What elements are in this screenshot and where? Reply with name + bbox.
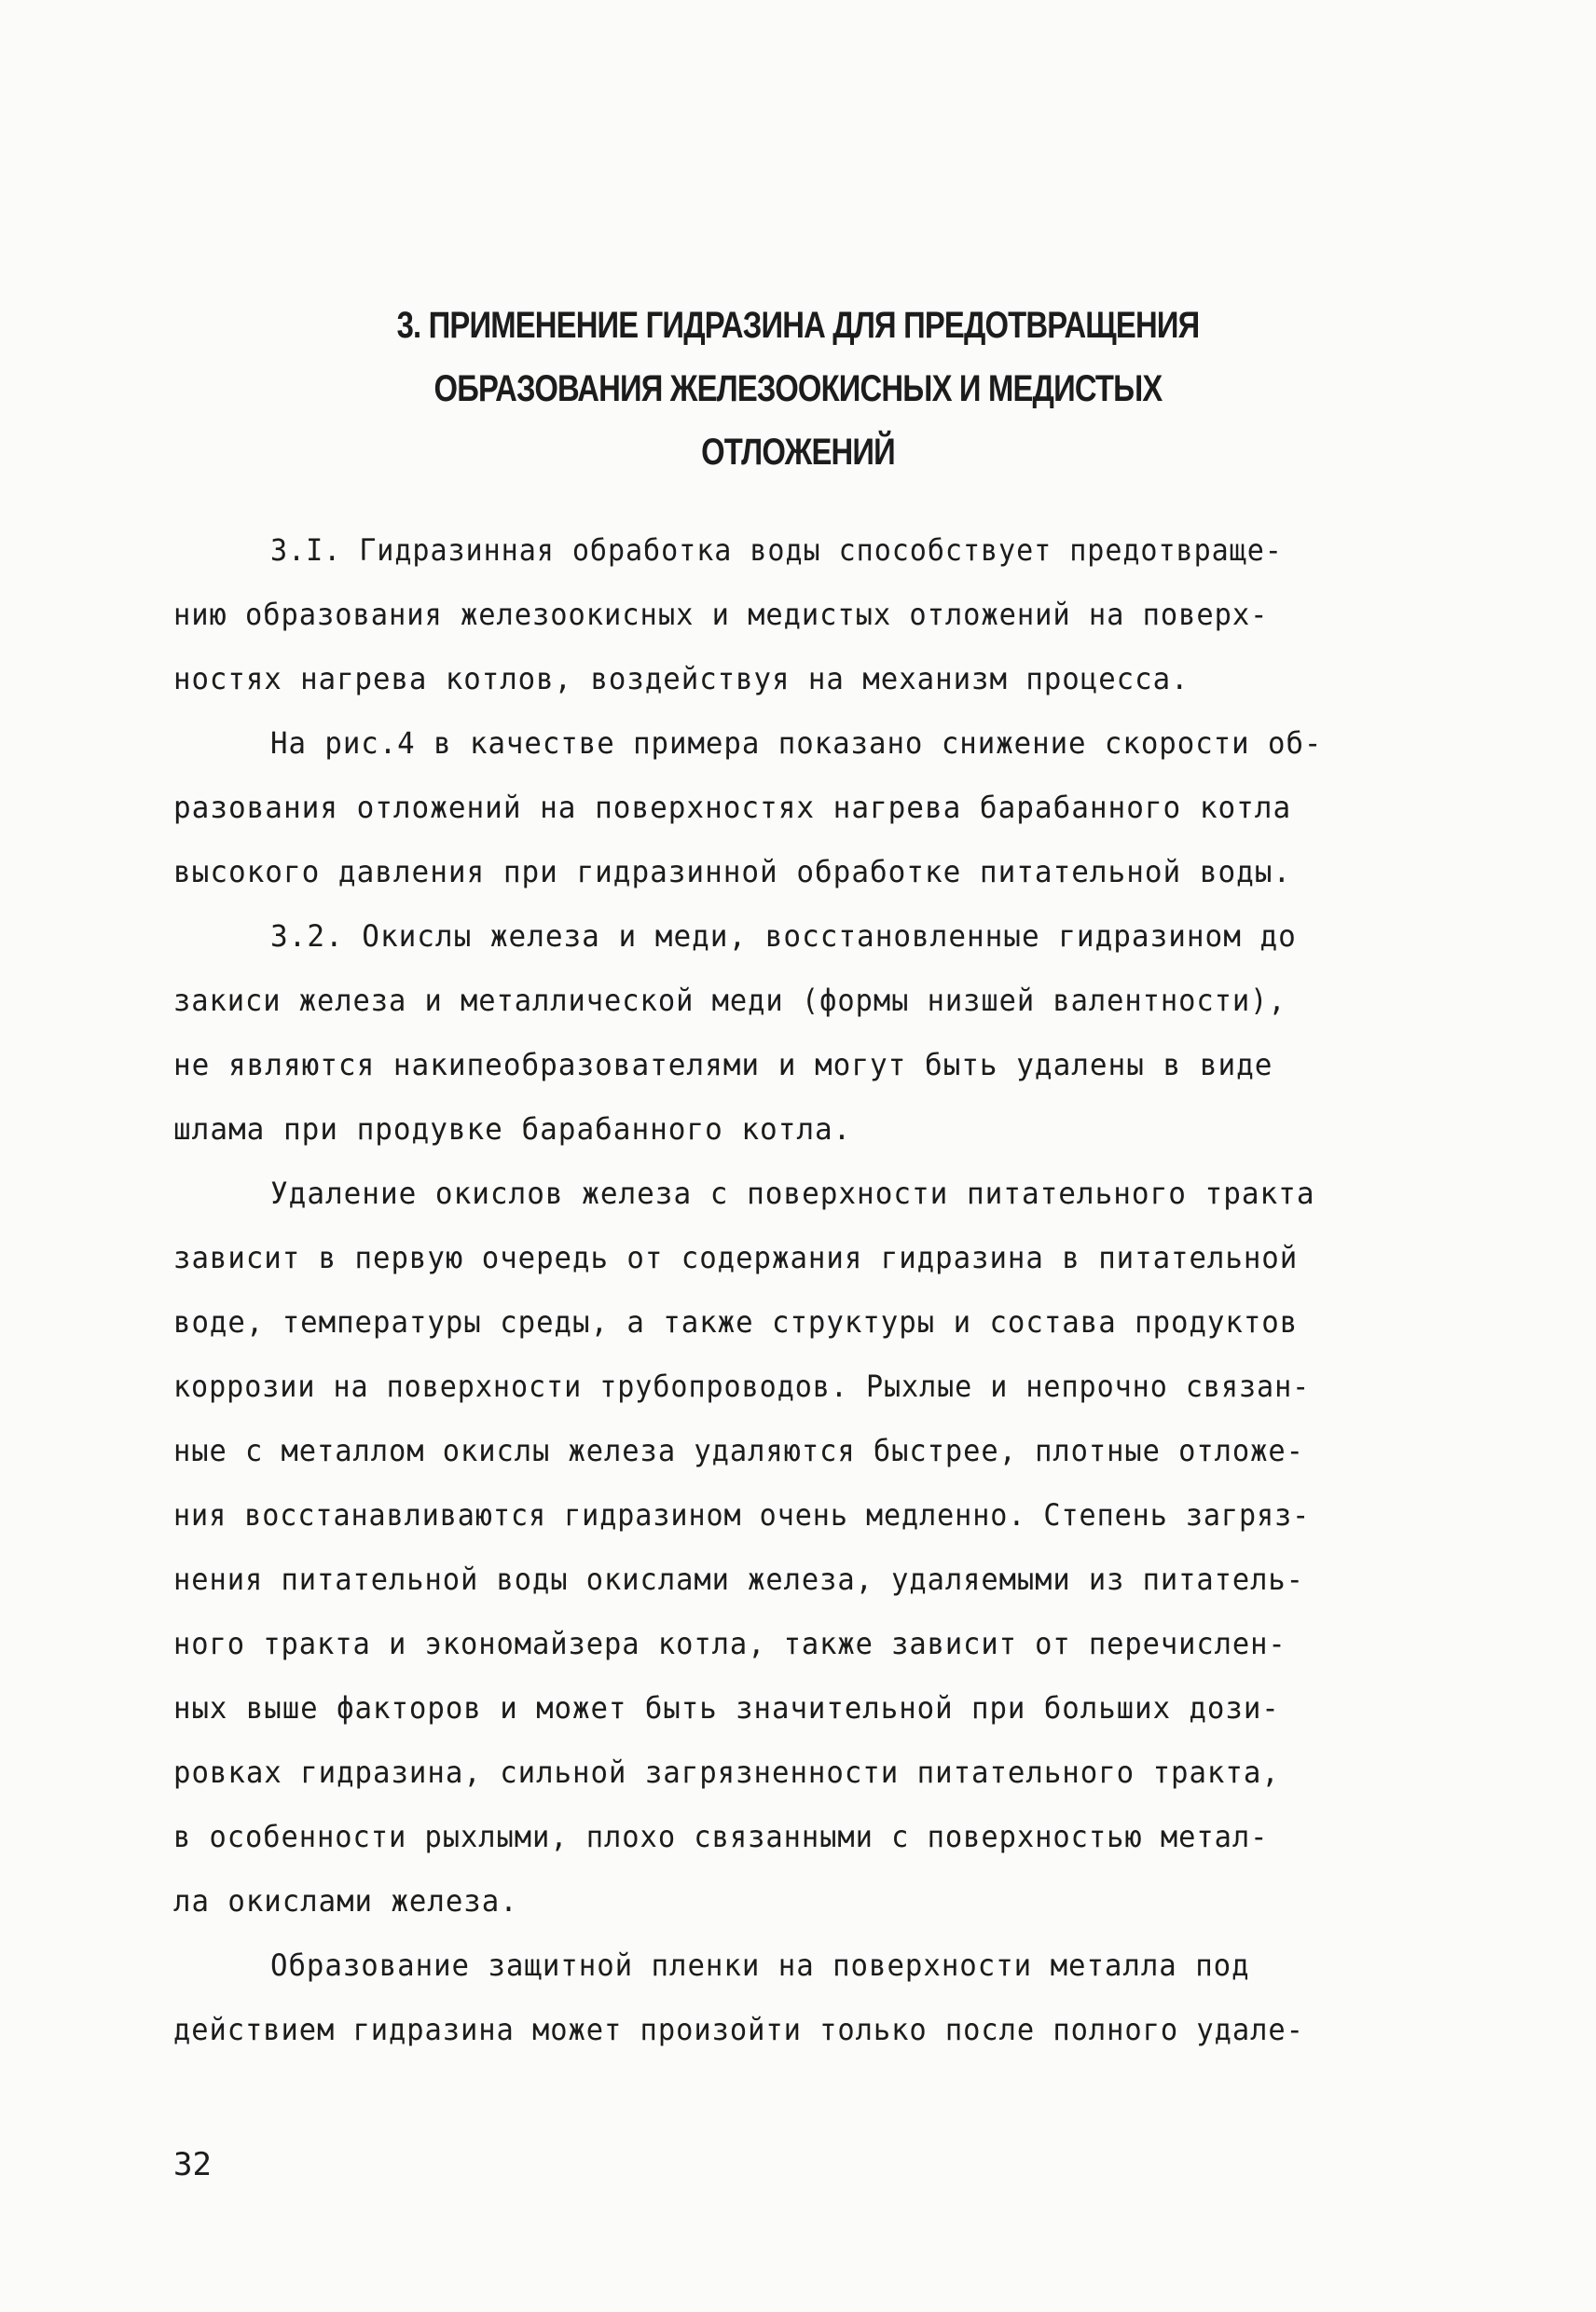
section-heading-line-1: 3. ПРИМЕНЕНИЕ ГИДРАЗИНА ДЛЯ ПРЕДОТВРАЩЕНИЯ bbox=[396, 305, 1200, 346]
section-heading-line-3: ОТЛОЖЕНИЙ bbox=[701, 432, 895, 473]
body-line: в особенности рыхлыми, плохо связанными с поверхностью метал- bbox=[173, 1819, 1269, 1854]
body-line: 3.I. Гидразинная обработка воды способствует предотвраще- bbox=[270, 532, 1283, 568]
body-line: действием гидразина может произойти только после полного удале- bbox=[173, 2012, 1304, 2047]
body-line: ные с металлом окислы железа удаляются быстрее, плотные отложе- bbox=[173, 1433, 1304, 1468]
body-line: воде, температуры среды, а также структуры и состава продуктов bbox=[173, 1304, 1299, 1340]
body-line: шлама при продувке барабанного котла. bbox=[173, 1111, 852, 1147]
body-line: Образование защитной пленки на поверхности металла под bbox=[270, 1947, 1250, 1983]
body-line: нения питательной воды окислами железа, удаляемыми из питатель- bbox=[173, 1562, 1304, 1597]
body-line: разования отложений на поверхностях нагрева барабанного котла bbox=[173, 790, 1292, 825]
body-line: ла окислами железа. bbox=[173, 1883, 518, 1919]
body-line: коррозии на поверхности трубопроводов. Рыхлые и непрочно связан- bbox=[173, 1369, 1311, 1404]
body-line: закиси железа и металлической меди (формы низшей валентности), bbox=[173, 983, 1286, 1018]
body-line: ных выше факторов и может быть значительной при больших дози- bbox=[173, 1690, 1280, 1726]
body-line: ностях нагрева котлов, воздействуя на механизм процесса. bbox=[173, 661, 1190, 696]
page-number: 32 bbox=[173, 2146, 212, 2183]
body-line: На рис.4 в качестве примера показано снижение скорости об- bbox=[270, 725, 1323, 761]
body-line: нию образования железоокисных и медистых отложений на поверх- bbox=[173, 597, 1269, 632]
body-line: зависит в первую очередь от содержания гидразина в питательной bbox=[173, 1240, 1299, 1275]
body-line: ния восстанавливаются гидразином очень медленно. Степень загряз- bbox=[173, 1497, 1311, 1533]
body-line: Удаление окислов железа с поверхности питательного тракта bbox=[270, 1176, 1315, 1211]
body-line: ного тракта и экономайзера котла, также зависит от перечислен- bbox=[173, 1626, 1286, 1661]
body-line: 3.2. Окислы железа и меди, восстановленные гидразином до bbox=[270, 918, 1297, 954]
body-line: ровках гидразина, сильной загрязненности питательного тракта, bbox=[173, 1755, 1280, 1790]
section-heading-line-2: ОБРАЗОВАНИЯ ЖЕЛЕЗООКИСНЫХ И МЕДИСТЫХ bbox=[433, 368, 1163, 409]
body-line: не являются накипеобразователями и могут быть удалены в виде bbox=[173, 1047, 1273, 1082]
body-line: высокого давления при гидразинной обработке питательной воды. bbox=[173, 854, 1292, 889]
